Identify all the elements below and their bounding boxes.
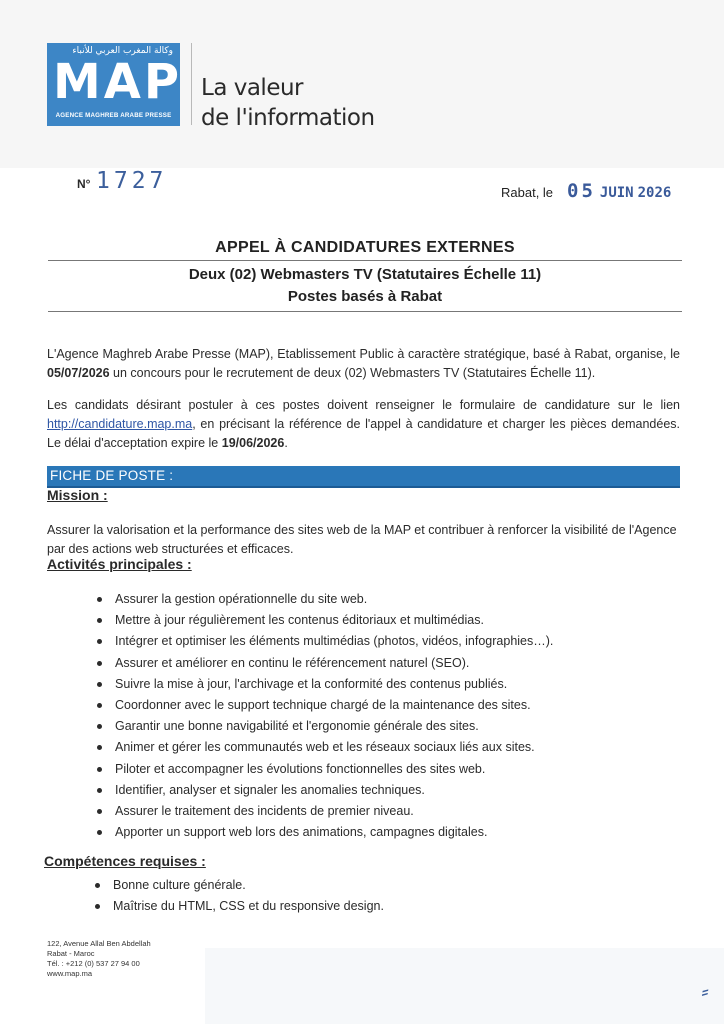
tagline <box>201 73 375 133</box>
list-item: Mettre à jour régulièrement les contenus éditoriaux et multimédias. <box>96 610 553 631</box>
list-item: Intégrer et optimiser les éléments multimédias (photos, vidéos, infographies…). <box>96 631 553 652</box>
ink-mark-icon: ⸗ <box>700 978 711 1004</box>
list-item: Animer et gérer les communautés web et les réseaux sociaux liés aux sites. <box>96 737 553 758</box>
title-block <box>48 236 682 312</box>
list-item: Suivre la mise à jour, l'archivage et la conformité des contenus publiés. <box>96 674 553 695</box>
list-item: Maîtrise du HTML, CSS et du responsive design. <box>94 896 384 917</box>
logo-wordmark: MAP <box>53 54 183 110</box>
skills-heading: Compétences requises : <box>44 853 206 869</box>
map-logo <box>47 43 183 126</box>
footer-street: 122, Avenue Allal Ben Abdellah <box>47 939 151 948</box>
list-item: Assurer la gestion opérationnelle du site web. <box>96 589 553 610</box>
tagline-line-1: La valeur <box>201 75 303 101</box>
logo-divider <box>191 43 192 125</box>
date-label: Rabat, le <box>501 185 554 200</box>
position-location: Postes basés à Rabat <box>287 288 443 305</box>
deadline-date: 19/06/2026 <box>221 436 285 450</box>
candidature-link[interactable]: http://candidature.map.ma <box>47 417 193 431</box>
date-month: JUIN <box>599 185 634 201</box>
logo-subtitle: AGENCE MAGHREB ARABE PRESSE <box>55 112 172 119</box>
position-title: Deux (02) Webmasters TV (Statutaires Échelle 11) <box>188 266 542 283</box>
intro-p2-end: . <box>284 436 288 450</box>
footer-band <box>205 948 724 1024</box>
list-item: Assurer le traitement des incidents de premier niveau. <box>96 801 553 822</box>
intro-p2-text: Les candidats désirant postuler à ces postes doivent renseigner le formulaire de candidature sur le lien <box>47 398 680 412</box>
mission-text: Assurer la valorisation et la performance des sites web de la MAP et contribuer à renforcer la visibilité de l'Agence par des actions web structurées et efficaces. <box>47 523 677 556</box>
footer-website: www.map.ma <box>47 969 93 978</box>
date-day: 05 <box>567 180 596 202</box>
list-item: Piloter et accompagner les évolutions fonctionnelles des sites web. <box>96 759 553 780</box>
list-item: Identifier, analyser et signaler les anomalies techniques. <box>96 780 553 801</box>
list-item: Apporter un support web lors des animations, campagnes digitales. <box>96 822 553 843</box>
title-rule-top <box>48 260 682 261</box>
concours-date: 05/07/2026 <box>47 366 110 380</box>
activities-heading: Activités principales : <box>47 556 192 572</box>
list-item: Coordonner avec le support technique chargé de la maintenance des sites. <box>96 695 553 716</box>
tagline-line-2: de l'information <box>201 105 375 131</box>
skills-list <box>94 875 384 917</box>
fiche-de-poste-header: FICHE DE POSTE : <box>47 466 680 486</box>
fiche-section-rule <box>47 486 680 488</box>
title-rule-bottom <box>48 311 682 312</box>
date-stamp <box>567 180 671 202</box>
list-item: Assurer et améliorer en continu le référencement naturel (SEO). <box>96 653 553 674</box>
footer-address <box>47 939 151 979</box>
date-year: 2026 <box>637 185 672 201</box>
reference-number-label: N° <box>77 177 91 191</box>
intro-p1-text-end: un concours pour le recrutement de deux (02) Webmasters TV (Statutaires Échelle 11). <box>113 366 596 380</box>
logo-arabic-text: وكالة المغرب العربي للأنباء <box>72 46 173 56</box>
footer-city: Rabat - Maroc <box>47 949 95 958</box>
reference-number-stamp: 1727 <box>96 168 168 194</box>
list-item: Garantir une bonne navigabilité et l'ergonomie générale des sites. <box>96 716 553 737</box>
activities-list <box>96 589 553 843</box>
intro-paragraph-1 <box>47 345 680 383</box>
document-title: APPEL À CANDIDATURES EXTERNES <box>215 239 515 256</box>
footer-phone: Tél. : +212 (0) 537 27 94 00 <box>47 959 140 968</box>
intro-p1-text: L'Agence Maghreb Arabe Presse (MAP), Etablissement Public à caractère stratégique, basé à Rabat, organise, le <box>47 347 680 361</box>
intro-p2-text-middle: , en précisant la référence de l'appel à candidature et charger les pièces demandées. Le délai d'acceptation expire le <box>47 417 680 450</box>
list-item: Bonne culture générale. <box>94 875 384 896</box>
mission-heading: Mission : <box>47 487 108 503</box>
intro-paragraph-2 <box>47 396 680 453</box>
